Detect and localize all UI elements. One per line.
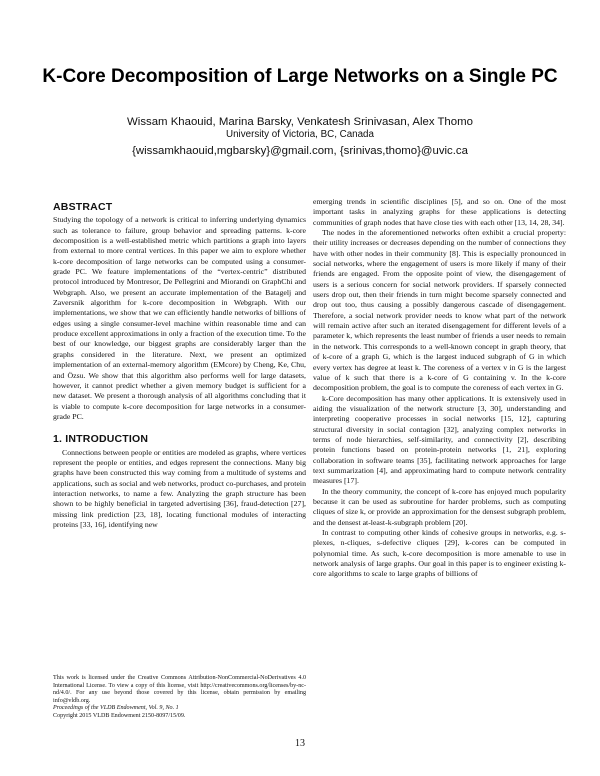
right-paragraph-4: In the theory community, the concept of k-core has enjoyed much popularity because it can be used as subroutine for harder problems, such as computing cliques of size k, or provide an approximation for the densest subgraph problem, and the densest at-least-k-subgraph problem [20].: [313, 486, 566, 527]
right-column: [313, 197, 566, 580]
right-paragraph-5: In contrast to computing other kinds of cohesive groups in networks, e.g. s-plexes, n-cliques, s-defective cliques [29], k-cores can be computed in polynomial time. As such, k-core decomposition is more amenable to use in network analysis of large graphs. Our goal in this paper is to engineer existing k-core algorithms to scale to large graphs of billions of: [313, 528, 566, 579]
author-emails: {wissamkhaouid,mgbarsky}@gmail.com, {srinivas,thomo}@uvic.ca: [132, 145, 468, 157]
author-affiliation: University of Victoria, BC, Canada: [226, 129, 374, 140]
introduction-heading: 1. INTRODUCTION: [53, 433, 149, 446]
right-paragraph-3: k-Core decomposition has many other applications. It is extensively used in aiding the visualization of the network structure [3, 30], understanding and interpreting cooperative processes in social networks [15, 12], capturing structural diversity in social contagion [32], analyzing complex networks in terms of node hierarchies, self-similarity, and connectivity [2], describing protein functions based on protein-protein networks [1, 21], exploring collaboration in software teams [35], facilitating network approaches for large text summarization [4], and approximating hard to compute network centrality measures [17].: [313, 393, 566, 486]
copyright-line: Copyright 2015 VLDB Endowment 2150-8097/15/09.: [53, 712, 186, 719]
right-paragraph-1: emerging trends in scientific disciplines [5], and so on. One of the most important tasks in analyzing graphs for these applications is detecting communities of graph nodes that have close ties with each other [13, 14, 28, 34].: [313, 197, 566, 227]
author-block: [0, 116, 600, 158]
right-paragraph-2: The nodes in the aforementioned networks often exhibit a crucial property: their utility increases or decreases depending on the number of connections they have with other nodes in their community [8]. This is especially pronounced in social networks, where the engagement of users is more likely if many of their friends are engaged. From the opposite point of view, the disengagement of users is a serious concern for social network providers. If sparsely connected users drop out, then their friends in turn might become sparsely connected and drop out too, thus causing a possibly dangerous cascade of disengagement. Therefore, a social network provider needs to know what part of the network will remain active after such an iterated disengagement for different levels of a parameter k, which represents the least number of friends a user needs to remain in the network. This corresponds to a well-known concept in graph theory, that of k-core of a graph G, which is the largest induced subgraph of G in which every vertex has degree at least k. The coreness of a vertex v in G is the largest value of k such that there is a k-core of G containing v. In the k-core decomposition problem, the goal is to compute the coreness of each vertex in G.: [313, 228, 566, 393]
page-number: 13: [295, 738, 305, 749]
paper-title: K-Core Decomposition of Large Networks on a Single PC: [42, 66, 558, 87]
author-names: Wissam Khaouid, Marina Barsky, Venkatesh Srinivasan, Alex Thomo: [127, 116, 473, 128]
license-footnote: [53, 675, 306, 721]
left-column: [53, 202, 306, 530]
abstract-text: Studying the topology of a network is critical to inferring underlying dynamics such as tolerance to failure, group behavior and spreading patterns. k-core decomposition is a well-established metric which partitions a graph into layers from external to more central vertices. In this paper we aim to explore whether k-core decomposition of large networks can be computed using a consumer-grade PC. We feature implementations of the “vertex-centric” distributed protocol introduced by Montresor, De Pellegrini and Miorandi on GraphChi and Webgraph. Also, we present an accurate implementation of the Batagelj and Zaversnik algorithm for k-core decomposition in Webgraph. With our implementations, we show that we can efficiently handle networks of billions of edges using a single consumer-level machine within reasonable time and can produce excellent approximations in only a fraction of the execution time. To the best of our knowledge, our biggest graphs are considerably larger than the graphs considered in the literature. Next, we present an optimized implementation of an external-memory algorithm (EMcore) by Cheng, Ke, Chu, and Özsu. We show that this algorithm also performs well for large datasets, however, it cannot predict whether a given memory budget is sufficient for a new dataset. We present a thorough analysis of all algorithms concluding that it is viable to compute k-core decomposition for large networks in a consumer-grade PC.: [53, 215, 306, 421]
proceedings-line: Proceedings of the VLDB Endowment, Vol. 9, No. 1: [53, 705, 179, 712]
introduction-paragraph: Connections between people or entities are modeled as graphs, where vertices represent the people or entities, and edges represent the connections. Many big graphs have been constructed this way coming from a multitude of systems and applications, such as social and web networks, product co-purchases, and protein interaction networks, to name a few. Analyzing the graph structure has been shown to be highly beneficial in targeted advertising [36], fraud-detection [27], missing link prediction [23, 18], locating functional modules of interacting proteins [33, 16], identifying new: [53, 447, 306, 529]
license-text: This work is licensed under the Creative Commons Attribution-NonCommercial-NoDerivatives 4.0 International License. To view a copy of this license, visit http://creativecommons.org/licenses/by-nc-nd/4.0/. For any use beyond those covered by this license, obtain permission by emailing info@vldb.org.: [53, 675, 306, 704]
abstract-heading: ABSTRACT: [53, 201, 113, 213]
